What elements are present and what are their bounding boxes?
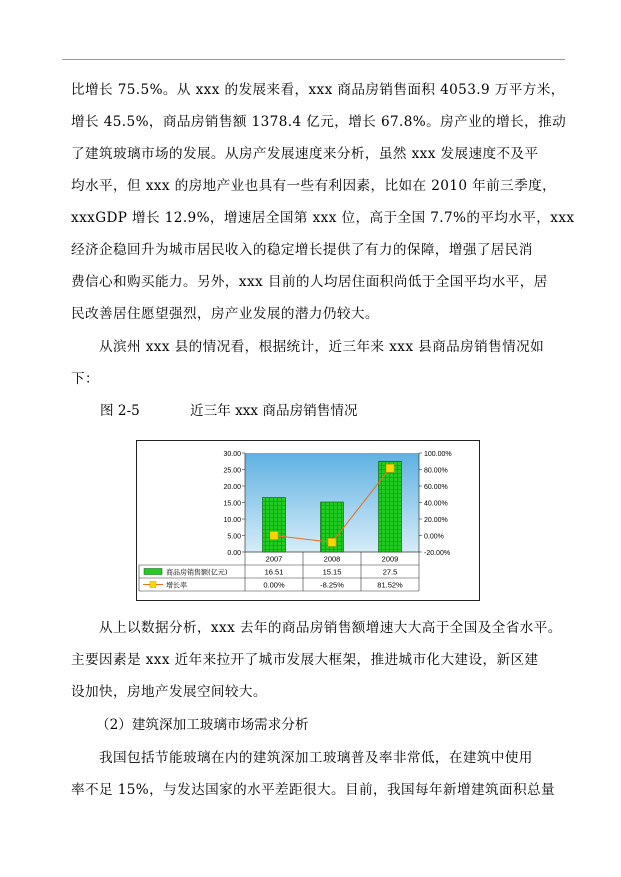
x-tick-label: 2007 <box>265 554 283 564</box>
y-left-tick-label: 0.00 <box>227 550 241 557</box>
legend-label: 增长率 <box>166 581 187 590</box>
text-line: 主要因素是 xxx 近年来拉开了城市发展大框架，推进城市化大建设，新区建 <box>71 652 539 668</box>
figure-caption <box>100 399 358 419</box>
text-line: 比增长 75.5%。从 xxx 的发展来看，xxx 商品房销售面积 4053.9 万平方米， <box>71 82 565 98</box>
text-line: 了建筑玻璃市场的发展。从房产发展速度来分析，虽然 xxx 发展速度不及平 <box>71 146 539 162</box>
paragraph-housing-market <box>71 74 575 330</box>
paragraph-county-intro <box>71 331 571 395</box>
text-line: 率不足 15%，与发达国家的水平差距很大。目前，我国每年新增建筑面积总量 <box>71 782 555 798</box>
y-left-tick-label: 25.00 <box>223 467 241 475</box>
figure-title: 近三年 xxx 商品房销售情况 <box>190 403 358 419</box>
text-line: 我国包括节能玻璃在内的建筑深加工玻璃普及率非常低，在建筑中使用 <box>71 750 533 766</box>
y-right-tick-label: 20.00% <box>424 517 448 524</box>
y-right-tick-label: -20.00% <box>424 550 451 557</box>
growth-marker <box>386 464 394 472</box>
paragraph-glass-demand <box>71 742 571 806</box>
data-label: -8.25% <box>320 580 344 590</box>
figure-number: 图 2-5 <box>100 403 140 419</box>
y-right-tick-label: 40.00% <box>424 500 448 508</box>
paragraph-analysis <box>71 612 571 708</box>
data-label: 16.51 <box>264 567 284 577</box>
data-label: 15.15 <box>322 567 342 577</box>
text-line: 费信心和购买能力。另外，xxx 目前的人均居住面积尚低于全国平均水平，居 <box>71 274 548 290</box>
y-left-tick-label: 5.00 <box>227 533 241 541</box>
text-line: 经济企稳回升为城市居民收入的稳定增长提供了有力的保障，增强了居民消 <box>71 242 533 258</box>
text-line: 均水平，但 xxx 的房地产业也具有一些有利因素，比如在 2010 年前三季度， <box>71 178 557 194</box>
y-left-tick-label: 20.00 <box>223 484 241 491</box>
y-right-tick-label: 0.00% <box>424 533 444 541</box>
data-label: 81.52% <box>377 580 403 590</box>
text-line: 增长 45.5%，商品房销售额 1378.4 亿元，增长 67.8%。房产业的增长，推动 <box>71 114 567 130</box>
text-line: 民改善居住愿望强烈，房产业发展的潜力仍较大。 <box>71 306 379 322</box>
data-label: 0.00% <box>263 580 285 590</box>
legend-swatch-marker <box>150 582 156 588</box>
data-label: 27.5 <box>382 567 398 577</box>
section-subheading: （2）建筑深加工玻璃市场需求分析 <box>96 717 309 733</box>
text-line: 下： <box>71 371 99 387</box>
y-right-tick-label: 80.00% <box>424 467 448 475</box>
growth-marker <box>270 532 278 540</box>
growth-marker <box>328 538 336 546</box>
y-left-tick-label: 15.00 <box>223 500 241 508</box>
y-left-tick-label: 30.00 <box>223 451 241 458</box>
text-line: 从上以数据分析，xxx 去年的商品房销售额增速大大高于全国及全省水平。 <box>71 620 562 636</box>
y-left-tick-label: 10.00 <box>223 517 241 524</box>
text-line: 从滨州 xxx 县的情况看，根据统计，近三年来 xxx 县商品房销售情况如 <box>71 339 545 355</box>
y-right-tick-label: 60.00% <box>424 484 448 491</box>
chart-canvas <box>137 441 479 600</box>
header-rule <box>62 59 565 60</box>
x-tick-label: 2009 <box>381 554 399 564</box>
bar <box>263 498 286 552</box>
legend-label: 商品房销售额(亿元) <box>166 568 228 577</box>
text-line: 设加快，房地产发展空间较大。 <box>71 684 267 700</box>
legend-swatch-bar <box>144 569 162 575</box>
bar <box>379 461 402 552</box>
sales-chart <box>136 440 480 601</box>
text-line: xxxGDP 增长 12.9%，增速居全国第 xxx 位，高于全国 7.7%的平均水平，xxx <box>71 210 575 226</box>
x-tick-label: 2008 <box>323 554 341 564</box>
y-right-tick-label: 100.00% <box>424 451 452 458</box>
